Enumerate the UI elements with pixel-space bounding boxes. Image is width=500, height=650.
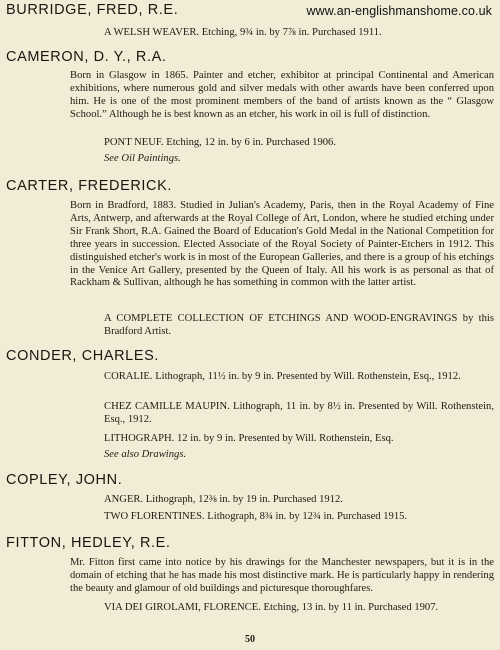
artist-biography: Mr. Fitton first came into notice by his drawings for the Manchester newspapers, but it is in the domain of etching that he has made his most distinctive mark. He is particularly happy in rendering the beauty and glamour of old buildings and picturesque thoroughfares. xyxy=(70,557,494,594)
artist-name: CONDER, CHARLES. xyxy=(6,348,160,364)
artist-name: CAMERON, D. Y., R.A. xyxy=(6,49,167,65)
work-entry: A WELSH WEAVER. Etching, 9¾ in. by 7⅞ in. Purchased 1911. xyxy=(104,27,382,38)
artist-name: FITTON, HEDLEY, R.E. xyxy=(6,535,171,551)
artist-name: COPLEY, JOHN. xyxy=(6,472,123,488)
see-also-note: See also Drawings. xyxy=(104,449,187,460)
work-entry: TWO FLORENTINES. Lithograph, 8¾ in. by 12¾ in. Purchased 1915. xyxy=(104,511,408,522)
work-entry: PONT NEUF. Etching, 12 in. by 6 in. Purchased 1906. xyxy=(104,137,337,148)
artist-name: BURRIDGE, FRED, R.E. xyxy=(6,2,179,18)
work-entry: CORALIE. Lithograph, 11½ in. by 9 in. Presented by Will. Rothenstein, Esq., 1912. xyxy=(104,371,461,382)
work-entry: ANGER. Lithograph, 12⅜ in. by 19 in. Purchased 1912. xyxy=(104,494,343,505)
see-also-note: See Oil Paintings. xyxy=(104,153,181,164)
work-entry: A COMPLETE COLLECTION OF ETCHINGS AND WOOD-ENGRAVINGS by this Bradford Artist. xyxy=(104,313,494,337)
artist-biography: Born in Bradford, 1883. Studied in Julian's Academy, Paris, then in the Royal Academy of Fine Arts, Antwerp, and afterwards at the Royal College of Art, London, where he studied etching under Sir Frank Short, R.A. Gained the Board of Education's Gold Medal in the National Competition for three years in succession. Elected Associate of the Royal Society of Painter-Etchers in 1912. This distinguished etcher's work is in most of the European Galleries, and there is a group of his etchings in the Venice Art Gallery, presented by the Queen of Italy. All his work is as personal as that of Rackham & Sullivan, although he has something in common with the latter artist. xyxy=(70,200,494,289)
watermark-text: www.an-englishmanshome.co.uk xyxy=(306,4,492,18)
work-entry: VIA DEI GIROLAMI, FLORENCE. Etching, 13 in. by 11 in. Purchased 1907. xyxy=(104,602,439,613)
page-number: 50 xyxy=(245,634,255,645)
work-entry: CHEZ CAMILLE MAUPIN. Lithograph, 11 in. by 8½ in. Presented by Will. Rothenstein, Esq., 1912. xyxy=(104,401,494,425)
artist-name: CARTER, FREDERICK. xyxy=(6,178,173,194)
artist-biography: Born in Glasgow in 1865. Painter and etcher, exhibitor at principal Continental and American exhibitions, where numerous gold and silver medals with other awards have been conferred upon him. He is one of the most prominent members of the band of artists known as the “ Glasgow School.” Although he is best known as an etcher, his work in oil is full of distinction. xyxy=(70,70,494,120)
work-entry: LITHOGRAPH. 12 in. by 9 in. Presented by Will. Rothenstein, Esq. xyxy=(104,433,394,444)
